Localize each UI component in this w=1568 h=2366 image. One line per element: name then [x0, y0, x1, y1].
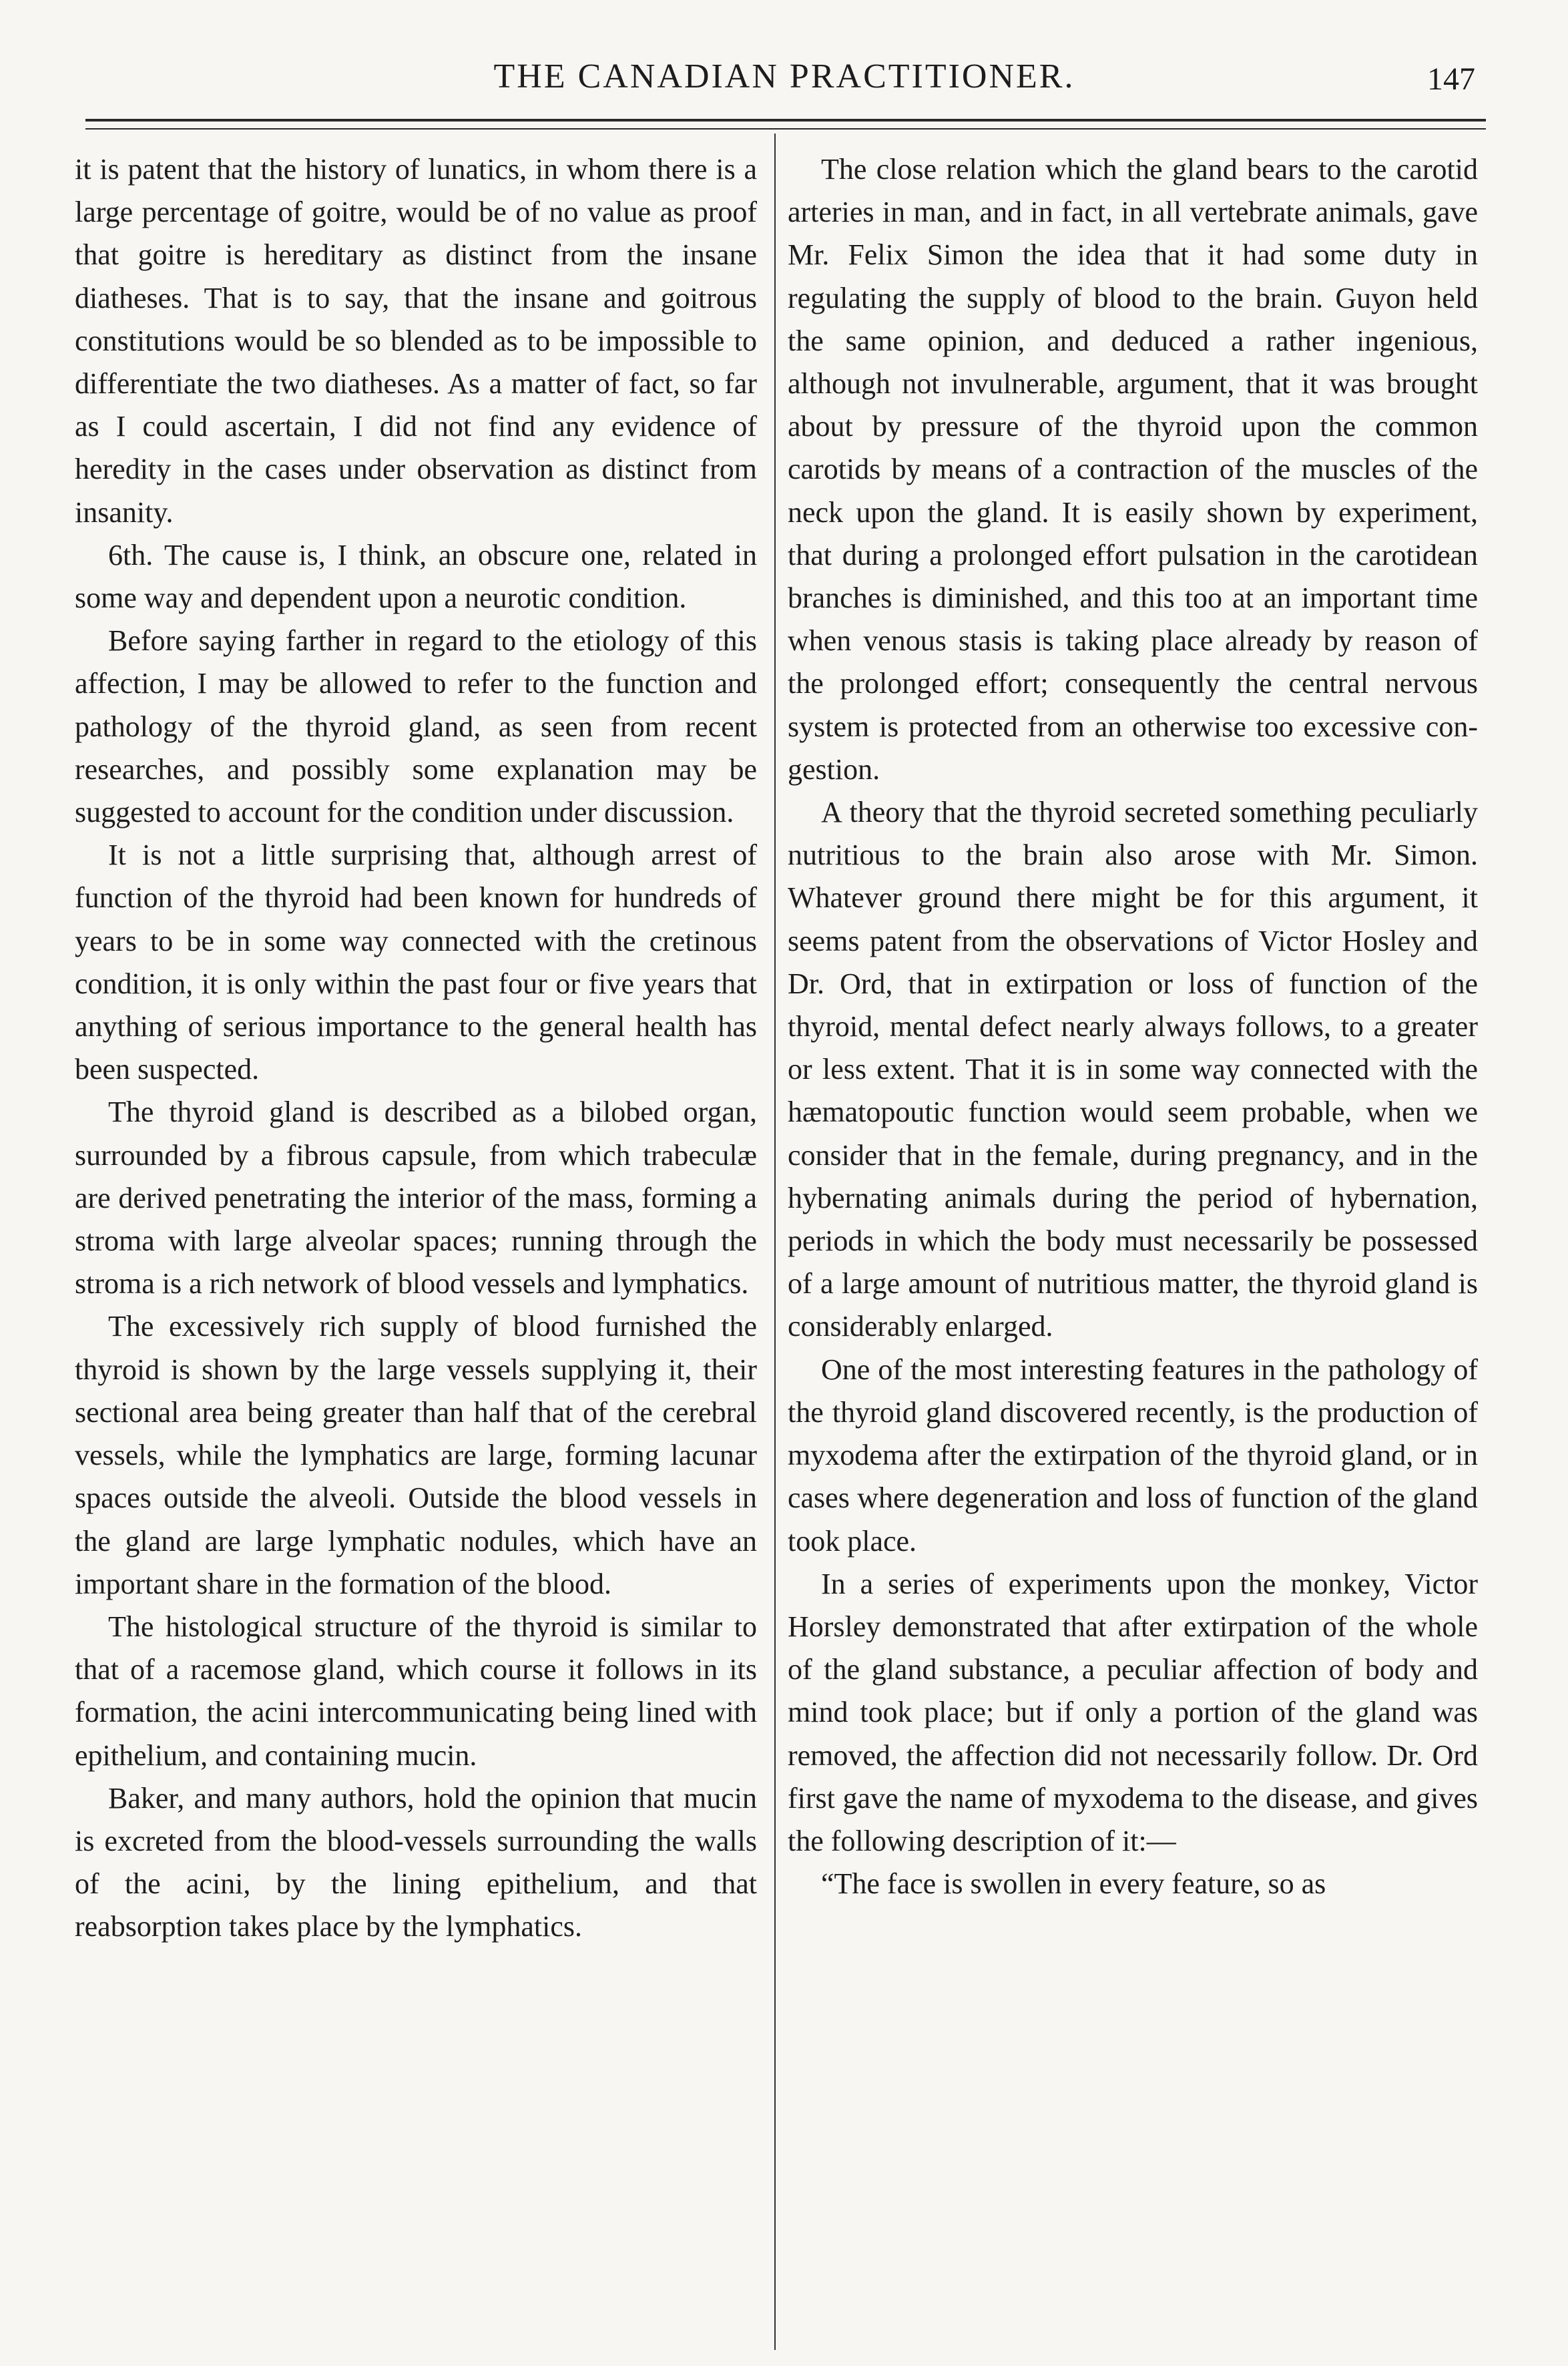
header-rule-thick — [85, 119, 1486, 122]
page-number: 147 — [1427, 61, 1475, 97]
left-paragraph-7: The histological structure of the thyroid is similar to that of a racemose gland, which course it follows in its formation, the acini intercommunicating being lined with epithelium, and containing mucin. — [75, 1610, 757, 1772]
left-paragraph-6: The excessively rich supply of blood furnished the thyroid is shown by the large vessels supplying it, their sectional area being greater than half that of the cerebral vessels, while the lymphatics are large, forming lacunar spaces outside the alveoli. Outside the blood vessels in the gland are large lymphatic nodules, which have an important share in the formation of the blood. — [75, 1310, 757, 1600]
left-paragraph-4: It is not a little surprising that, although arrest of function of the thyroid had been known for hundreds of years to be in some way connected with the cretinous condition, it is only within the past four or five years that anything of serious importance to the general health has been suspected. — [75, 839, 757, 1086]
left-paragraph-5: The thyroid gland is described as a bilobed organ, surrounded by a fibrous capsule, from which trabeculæ are derived penetrating the interior of the mass, forming a stroma with large alveolar spaces; running through the stroma is a rich network of blood vessels and lymphatics. — [75, 1096, 757, 1300]
header-rule-thin — [85, 128, 1486, 130]
left-paragraph-3: Before saying farther in regard to the etiology of this affection, I may be allowed to refer to the function and pathology of the thyroid gland, as seen from recent researches, and possibly some explanation may be suggested to account for the condition under discussion. — [75, 624, 757, 829]
running-title: THE CANADIAN PRACTITIONER. — [493, 57, 1075, 95]
left-paragraph-1: it is patent that the history of lunatics, in whom there is a large percentage of goitre, would be of no value as proof that goitre is hereditary as distinct from the insane diatheses. That is to say, that the insane and goitrous constitutions would be so blended as to be impossible to differentiate the two diatheses. As a matter of fact, so far as I could ascertain, I did not find any evidence of heredity in the cases under observation as distinct from insanity. — [75, 153, 757, 529]
right-paragraph-5: “The face is swollen in every feature, so as — [821, 1867, 1326, 1901]
right-paragraph-4: In a series of experiments upon the monkey, Victor Horsley demonstrated that after extirpation of the whole of the gland substance, a peculiar affection of body and mind took place; but if only a portion of the gland was removed, the affection did not necessarily follow. Dr. Ord first gave the name of myxodema to the disease, and gives the following description of it:— — [788, 1567, 1478, 1857]
right-paragraph-3: One of the most interesting features in the pathology of the thyroid gland discovered recently, is the production of myxodema after the extirpation of the thyroid gland, or in cases where degeneration and loss of function of the gland took place. — [788, 1353, 1478, 1558]
left-column — [75, 148, 757, 1949]
right-paragraph-1: The close relation which the gland bears to the carotid arteries in man, and in fact, in all vertebrate animals, gave Mr. Felix Simon the idea that it had some duty in regulating the supply of blood to the brain. Guyon held the same opinion, and deduced a rather ingenious, although not invulnerable, argument, that it was brought about by pressure of the thyroid upon the common carotids by means of a contraction of the muscles of the neck upon the gland. It is easily shown by experiment, that during a prolonged effort pulsation in the carotidean branches is diminished, and this too at an important time when venous stasis is taking place already by reason of the prolonged effort; consequently the central nervous system is protected from an otherwise too excessive congestion. — [788, 153, 1478, 786]
right-column — [788, 148, 1478, 1905]
column-divider — [774, 134, 776, 2350]
left-paragraph-2: 6th. The cause is, I think, an obscure one, related in some way and dependent upon a neurotic condition. — [75, 538, 757, 615]
right-paragraph-2: A theory that the thyroid secreted something peculiarly nutritious to the brain also arose with Mr. Simon. Whatever ground there might be for this argument, it seems patent from the observations of Victor Hosley and Dr. Ord, that in extirpation or loss of function of the thyroid, mental defect nearly always follows, to a greater or less extent. That it is in some way connected with the hæmatopoutic function would seem probable, when we consider that in the female, during pregnancy, and in the hybernating animals during the period of hybernation, periods in which the body must necessarily be possessed of a large amount of nutritious matter, the thyroid gland is considerably enlarged. — [788, 796, 1478, 1343]
left-paragraph-8: Baker, and many authors, hold the opinion that mucin is excreted from the blood-vessels surrounding the walls of the acini, by the lining epithelium, and that reabsorption takes place by the lymphatics. — [75, 1781, 757, 1943]
page-header — [73, 53, 1495, 100]
